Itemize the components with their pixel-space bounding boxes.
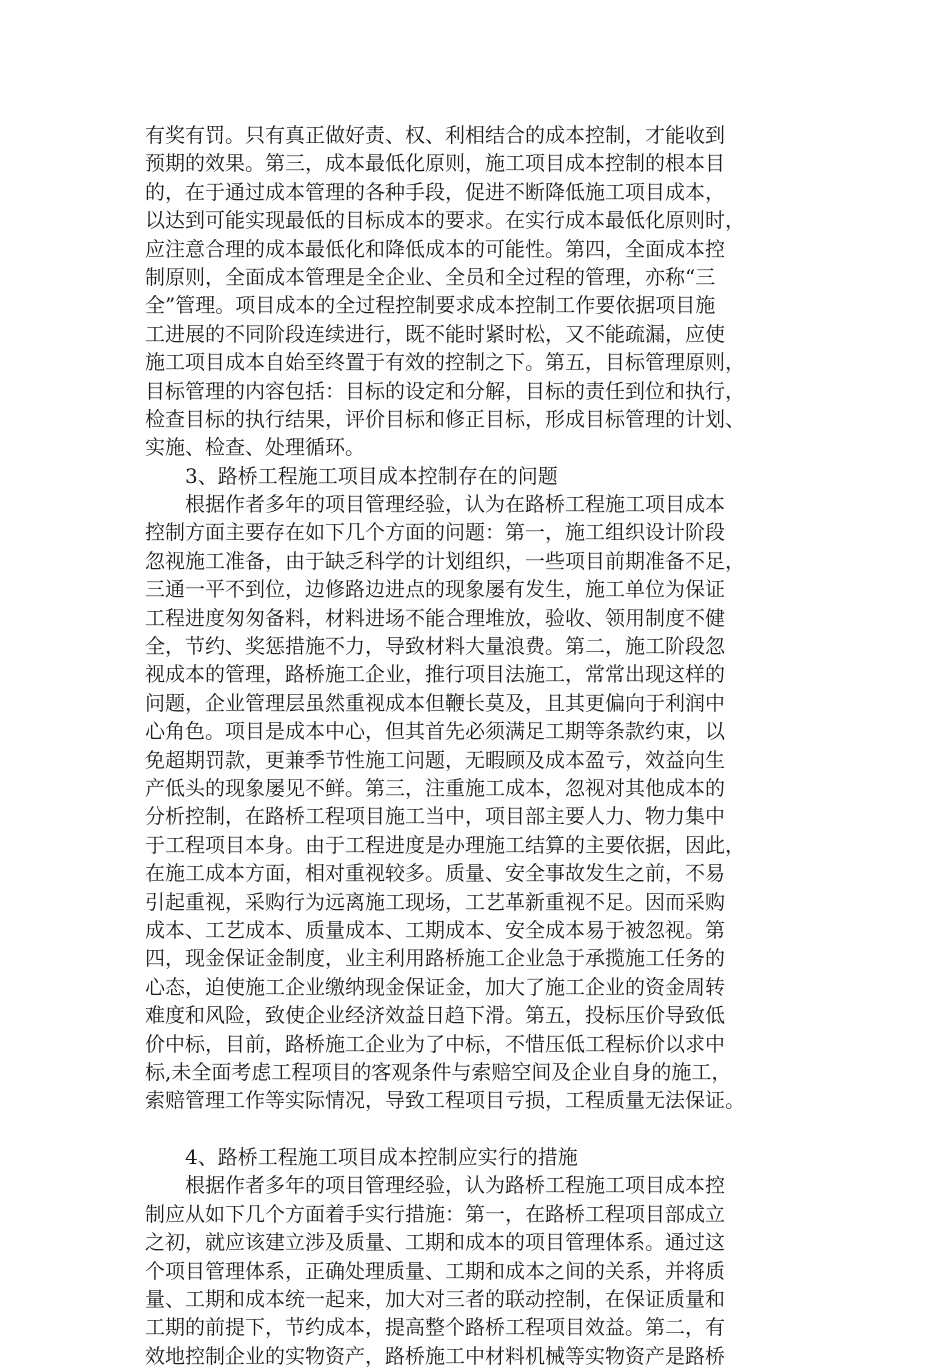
- text-line: 三通一平不到位，边修路边进点的现象屡有发生，施工单位为保证: [145, 577, 725, 602]
- text-line: 应注意合理的成本最低化和降低成本的可能性。第四，全面成本控: [145, 236, 725, 261]
- text-line: 工进展的不同阶段连续进行，既不能时紧时松，又不能疏漏，应使: [145, 321, 725, 346]
- text-line: 分析控制，在路桥工程项目施工当中，项目部主要人力、物力集中: [145, 804, 725, 829]
- text-line: 工期的前提下，节约成本，提高整个路桥工程项目效益。第二，有: [145, 1315, 725, 1340]
- text-line: 目标管理的内容包括：目标的设定和分解，目标的责任到位和执行，: [145, 378, 745, 403]
- text-line: 心态，迫使施工企业缴纳现金保证金，加大了施工企业的资金周转: [145, 974, 725, 999]
- text-line: 4、路桥工程施工项目成本控制应实行的措施: [185, 1145, 578, 1170]
- text-line: 难度和风险，致使企业经济效益日趋下滑。第五，投标压价导致低: [145, 1003, 725, 1028]
- text-line: 免超期罚款，更兼季节性施工问题，无暇顾及成本盈亏，效益向生: [145, 747, 725, 772]
- text-line: 以达到可能实现最低的目标成本的要求。在实行成本最低化原则时，: [145, 208, 745, 233]
- text-line: 忽视施工准备，由于缺乏科学的计划组织，一些项目前期准备不足，: [145, 548, 745, 573]
- text-line: 的，在于通过成本管理的各种手段，促进不断降低施工项目成本，: [145, 179, 725, 204]
- text-line: 控制方面主要存在如下几个方面的问题：第一，施工组织设计阶段: [145, 520, 725, 545]
- text-line: 量、工期和成本统一起来，加大对三者的联动控制，在保证质量和: [145, 1287, 725, 1312]
- text-line: 全，节约、奖惩措施不力，导致材料大量浪费。第二，施工阶段忽: [145, 634, 725, 659]
- text-line: 引起重视，采购行为远离施工现场，工艺革新重视不足。因而采购: [145, 889, 725, 914]
- text-line: 检查目标的执行结果，评价目标和修正目标，形成目标管理的计划、: [145, 406, 745, 431]
- text-line: 标,未全面考虑工程项目的客观条件与索赔空间及企业自身的施工，: [145, 1059, 732, 1084]
- text-line: 根据作者多年的项目管理经验，认为在路桥工程施工项目成本: [185, 492, 725, 517]
- text-line: 有奖有罚。只有真正做好责、权、利相结合的成本控制，才能收到: [145, 123, 725, 147]
- text-line: 于工程项目本身。由于工程进度是办理施工结算的主要依据，因此，: [145, 832, 745, 857]
- text-line: 预期的效果。第三，成本最低化原则，施工项目成本控制的根本目: [145, 151, 725, 176]
- text-line: 成本、工艺成本、质量成本、工期成本、安全成本易于被忽视。第: [145, 917, 725, 942]
- blank-line: [145, 1115, 805, 1143]
- text-line: 问题，企业管理层虽然重视成本但鞭长莫及，且其更偏向于利润中: [145, 690, 725, 715]
- text-line: 全”管理。项目成本的全过程控制要求成本控制工作要依据项目施: [145, 293, 716, 318]
- text-line: 施工项目成本自始至终置于有效的控制之下。第五，目标管理原则，: [145, 350, 745, 375]
- text-line: 个项目管理体系，正确处理质量、工期和成本之间的关系，并将质: [145, 1258, 725, 1283]
- text-line: 价中标，目前，路桥施工企业为了中标，不惜压低工程标价以求中: [145, 1031, 725, 1056]
- text-line: 工程进度匆匆备料，材料进场不能合理堆放，验收、领用制度不健: [145, 605, 725, 630]
- text-line: 3、路桥工程施工项目成本控制存在的问题: [185, 463, 558, 488]
- body-text: [145, 121, 805, 1370]
- text-line: 视成本的管理，路桥施工企业，推行项目法施工，常常出现这样的: [145, 662, 725, 687]
- text-line: 实施、检查、处理循环。: [145, 435, 365, 460]
- text-line: 四，现金保证金制度，业主利用路桥施工企业急于承揽施工任务的: [145, 946, 725, 971]
- text-line: 产低头的现象屡见不鲜。第三，注重施工成本，忽视对其他成本的: [145, 775, 725, 800]
- text-line: 心角色。项目是成本中心，但其首先必须满足工期等条款约束，以: [145, 719, 725, 744]
- text-line: 效地控制企业的实物资产，路桥施工中材料机械等实物资产是路桥: [145, 1343, 725, 1368]
- text-line: 根据作者多年的项目管理经验，认为路桥工程施工项目成本控: [185, 1173, 725, 1198]
- text-line: 索赔管理工作等实际情况，导致工程项目亏损，工程质量无法保证。: [145, 1088, 745, 1113]
- text-line: 之初，就应该建立涉及质量、工期和成本的项目管理体系。通过这: [145, 1230, 725, 1255]
- text-line: 制原则，全面成本管理是全企业、全员和全过程的管理，亦称“三: [145, 264, 716, 289]
- text-line: 制应从如下几个方面着手实行措施：第一，在路桥工程项目部成立: [145, 1201, 725, 1226]
- text-line: 在施工成本方面，相对重视较多。质量、安全事故发生之前，不易: [145, 861, 725, 886]
